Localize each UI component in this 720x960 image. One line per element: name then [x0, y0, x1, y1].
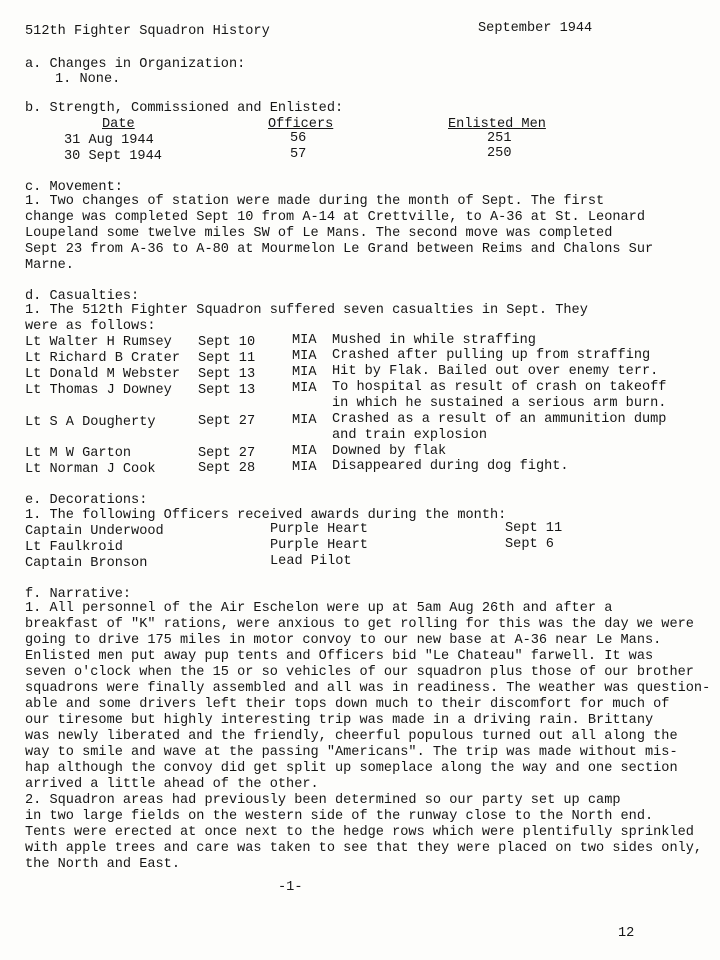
- casualty-description: Disappeared during dog fight.: [332, 459, 569, 474]
- casualties-intro-line: were as follows:: [25, 319, 156, 334]
- casualty-name: Lt Walter H Rumsey: [25, 335, 172, 350]
- movement-line: Marne.: [25, 258, 74, 273]
- casualty-date: Sept 28: [198, 461, 256, 476]
- narrative-line: in two large fields on the western side of the runway close to the North end.: [25, 809, 654, 824]
- casualty-date: Sept 27: [198, 414, 256, 429]
- narrative-line: arrived a little ahead of the other.: [25, 777, 319, 792]
- narrative-line: breakfast of "K" rations, were anxious to get rolling for this was the day we were: [25, 617, 694, 632]
- narrative-line: able and some drivers left their tops down much to their discomfort for much of: [25, 697, 670, 712]
- section-d-heading: d. Casualties:: [25, 289, 140, 304]
- narrative-line: way to smile and wave at the passing "Americans". The trip was made without mis-: [25, 745, 678, 760]
- narrative-line: squadrons were finally assembled and all was in readiness. The weather was question-: [25, 681, 711, 696]
- casualty-status: MIA: [292, 365, 317, 380]
- strength-row-date: 30 Sept 1944: [64, 149, 162, 164]
- casualty-name: Lt M W Garton: [25, 446, 132, 461]
- strength-row-date: 31 Aug 1944: [64, 133, 154, 148]
- document-title: 512th Fighter Squadron History: [25, 24, 270, 39]
- decoration-award: Purple Heart: [270, 522, 368, 537]
- page-label: -1-: [278, 880, 303, 895]
- section-f-heading: f. Narrative:: [25, 587, 132, 602]
- section-a-heading: a. Changes in Organization:: [25, 57, 246, 72]
- narrative-line: Enlisted men put away pup tents and Officers bid "Le Chateau" farwell. It was: [25, 649, 654, 664]
- strength-col-date: Date: [102, 117, 135, 132]
- casualty-description: Hit by Flak. Bailed out over enemy terr.: [332, 364, 659, 379]
- movement-line: Loupeland some twelve miles SW of Le Mans. The second move was completed: [25, 226, 613, 241]
- casualty-name: Lt S A Dougherty: [25, 415, 156, 430]
- casualty-description: Crashed after pulling up from straffing: [332, 348, 651, 363]
- strength-row-enlisted: 251: [487, 131, 512, 146]
- casualty-date: Sept 13: [198, 367, 256, 382]
- casualty-date: Sept 13: [198, 383, 256, 398]
- decoration-name: Captain Underwood: [25, 524, 164, 539]
- strength-row-officers: 57: [290, 147, 307, 162]
- strength-col-enlisted: Enlisted Men: [448, 117, 546, 132]
- decoration-name: Lt Faulkroid: [25, 540, 123, 555]
- casualties-intro-line: 1. The 512th Fighter Squadron suffered seven casualties in Sept. They: [25, 303, 588, 318]
- casualty-status: MIA: [292, 349, 317, 364]
- casualty-status: MIA: [292, 460, 317, 475]
- casualty-status: MIA: [292, 381, 317, 396]
- movement-line: change was completed Sept 10 from A-14 at Crettville, to A-36 at St. Leonard: [25, 210, 645, 225]
- movement-line: 1. Two changes of station were made during the month of Sept. The first: [25, 194, 605, 209]
- narrative-line: hap although the convoy did get split up someplace along the way and one section: [25, 761, 678, 776]
- casualty-description: Downed by flak: [332, 444, 447, 459]
- casualty-description: and train explosion: [332, 428, 487, 443]
- casualty-date: Sept 10: [198, 335, 256, 350]
- narrative-line: Tents were erected at once next to the hedge rows which were plentifully sprinkled: [25, 825, 694, 840]
- page-number: 12: [618, 926, 635, 941]
- decoration-award: Lead Pilot: [270, 554, 352, 569]
- casualty-name: Lt Thomas J Downey: [25, 383, 172, 398]
- document-date: September 1944: [478, 21, 593, 36]
- narrative-line: seven o'clock when the 15 or so vehicles of our squadron plus those of our brother: [25, 665, 694, 680]
- casualty-description: Crashed as a result of an ammunition dump: [332, 412, 667, 427]
- movement-line: Sept 23 from A-36 to A-80 at Mourmelon Le Grand between Reims and Chalons Sur: [25, 242, 654, 257]
- section-b-heading: b. Strength, Commissioned and Enlisted:: [25, 101, 344, 116]
- narrative-line: was newly liberated and the friendly, cheerful populous turned out all along the: [25, 729, 678, 744]
- strength-row-enlisted: 250: [487, 146, 512, 161]
- narrative-line: 1. All personnel of the Air Eschelon were up at 5am Aug 26th and after a: [25, 601, 613, 616]
- decoration-date: Sept 11: [505, 521, 563, 536]
- narrative-line: 2. Squadron areas had previously been determined so our party set up camp: [25, 793, 621, 808]
- section-c-heading: c. Movement:: [25, 180, 123, 195]
- casualty-date: Sept 11: [198, 351, 256, 366]
- narrative-line: the North and East.: [25, 857, 180, 872]
- narrative-line: going to drive 175 miles in motor convoy to our new base at A-36 near Le Mans.: [25, 633, 662, 648]
- narrative-line: our tiresome but highly interesting trip was made in a driving rain. Brittany: [25, 713, 654, 728]
- casualty-description: in which he sustained a serious arm burn.: [332, 396, 667, 411]
- decoration-award: Purple Heart: [270, 538, 368, 553]
- casualty-name: Lt Richard B Crater: [25, 351, 180, 366]
- section-e-heading: e. Decorations:: [25, 493, 148, 508]
- casualty-status: MIA: [292, 413, 317, 428]
- casualty-description: To hospital as result of crash on takeoff: [332, 380, 667, 395]
- decoration-date: Sept 6: [505, 537, 554, 552]
- decoration-name: Captain Bronson: [25, 556, 148, 571]
- section-a-item: 1. None.: [55, 72, 121, 87]
- narrative-line: with apple trees and care was taken to see that they were placed on two sides only,: [25, 841, 703, 856]
- casualty-status: MIA: [292, 444, 317, 459]
- casualty-description: Mushed in while straffing: [332, 333, 536, 348]
- strength-col-officers: Officers: [268, 117, 334, 132]
- strength-row-officers: 56: [290, 131, 307, 146]
- decorations-intro: 1. The following Officers received awards during the month:: [25, 508, 507, 523]
- casualty-status: MIA: [292, 333, 317, 348]
- casualty-date: Sept 27: [198, 446, 256, 461]
- casualty-name: Lt Donald M Webster: [25, 367, 180, 382]
- casualty-name: Lt Norman J Cook: [25, 462, 156, 477]
